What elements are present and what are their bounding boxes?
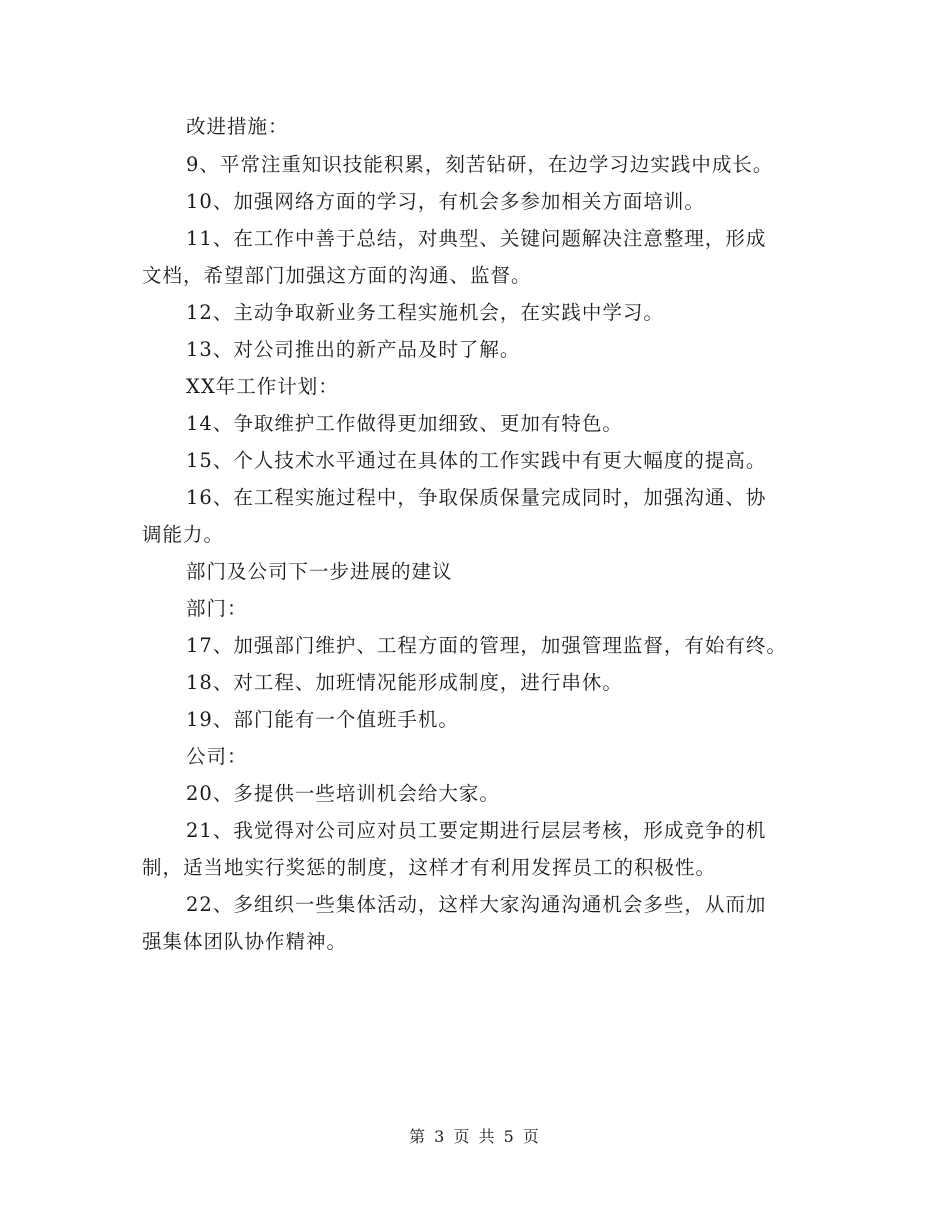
list-item-14: 14、争取维护工作做得更加细致、更加有特色。 [186,412,623,435]
list-item-18: 18、对工程、加班情况能形成制度，进行串休。 [186,671,623,694]
heading-department: 部门： [186,597,248,620]
list-item-21-continued: 制，适当地实行奖惩的制度，这样才有利用发挥员工的积极性。 [142,856,717,879]
list-item-16-continued: 调能力。 [142,523,225,546]
list-item-21: 21、我觉得对公司应对员工要定期进行层层考核，形成竞争的机 [186,819,767,842]
list-item-22-continued: 强集体团队协作精神。 [142,930,348,953]
list-item-19: 19、部门能有一个值班手机。 [186,708,459,731]
list-item-9: 9、平常注重知识技能积累，刻苦钻研，在边学习边实践中成长。 [186,153,774,176]
heading-suggestions: 部门及公司下一步进展的建议 [186,560,453,583]
heading-company: 公司： [186,745,248,768]
list-item-20: 20、多提供一些培训机会给大家。 [186,782,500,805]
list-item-15: 15、个人技术水平通过在具体的工作实践中有更大幅度的提高。 [186,449,767,472]
list-item-10: 10、加强网络方面的学习，有机会多参加相关方面培训。 [186,190,705,213]
page-number-footer: 第 3 页 共 5 页 [409,1127,541,1146]
list-item-12: 12、主动争取新业务工程实施机会，在实践中学习。 [186,301,664,324]
list-item-13: 13、对公司推出的新产品及时了解。 [186,338,521,361]
list-item-11-continued: 文档，希望部门加强这方面的沟通、监督。 [142,264,532,287]
heading-improvement-measures: 改进措施： [186,115,289,138]
list-item-11: 11、在工作中善于总结，对典型、关键问题解决注意整理，形成 [186,227,767,250]
list-item-16: 16、在工程实施过程中，争取保质保量完成同时，加强沟通、协 [186,486,767,509]
heading-work-plan: XX年工作计划： [186,375,339,398]
list-item-17: 17、加强部门维护、工程方面的管理，加强管理监督，有始有终。 [186,634,787,657]
list-item-22: 22、多组织一些集体活动，这样大家沟通沟通机会多些，从而加 [186,893,767,916]
